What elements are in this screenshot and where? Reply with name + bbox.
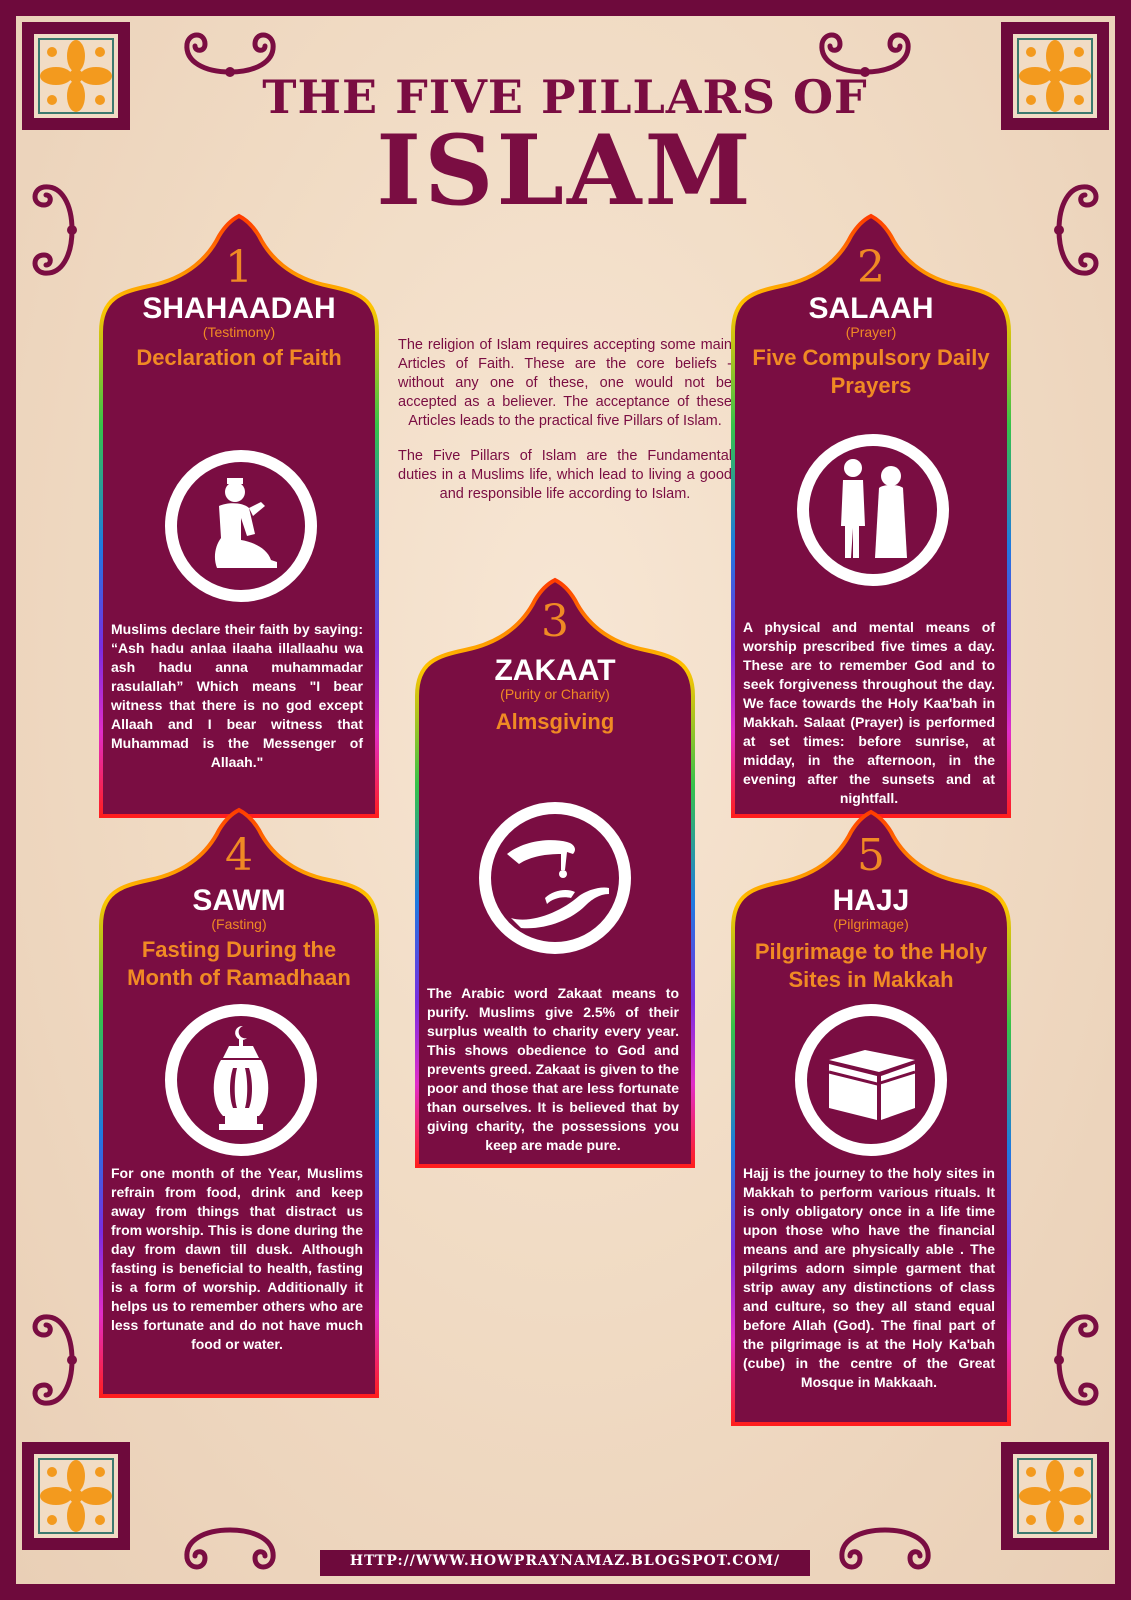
pillar-description: Pilgrimage to the Holy Sites in Makkah: [754, 939, 988, 992]
lantern-icon: [165, 1004, 317, 1156]
intro-paragraph-2: The Five Pillars of Islam are the Fundamental duties in a Muslims life, which lead to living a good and responsible life according to Islam.: [398, 448, 732, 502]
pillar-body-text: Hajj is the journey to the holy sites in Makkah to perform various rituals. It is only obligatory once in a life time upon those who have the financial means and are physically able . The pilgrims adorn simple garment that strip away any distinctions of class and culture, so they all stand equal before Allah (God). The final part of the pilgrimage is at the Holy Ka'bah (cube) in the centre of the Great Mosque in Makkaah.: [743, 1165, 995, 1390]
pillar-card-salaah: [729, 212, 1013, 820]
pillar-description: Almsgiving: [495, 709, 615, 734]
scroll-ornament-icon: [22, 160, 82, 300]
pillar-subtitle: (Prayer): [845, 324, 897, 340]
pillar-body-text: The Arabic word Zakaat means to purify. Muslims give 2.5% of their surplus wealth to charity every year. This shows obedience to God and prevents greed. Zakaat is given to the poor and those that are less fortunate than ourselves. It is believed that by giving charity, the possessions you keep are made pure.: [427, 985, 679, 1153]
scroll-ornament-icon: [820, 1520, 950, 1580]
praying-man-icon: [165, 450, 317, 602]
scroll-ornament-icon: [165, 1520, 295, 1580]
pillar-name: HAJJ: [832, 884, 910, 917]
giving-hands-icon: [479, 802, 631, 954]
page-title-line1: THE FIVE PILLARS OF: [262, 70, 868, 124]
pillar-number: 2: [857, 242, 885, 293]
pillar-name: ZAKAAT: [494, 654, 616, 687]
pillar-card-shahaadah: [97, 212, 381, 820]
intro-paragraph-1: The religion of Islam requires accepting some main Articles of Faith. These are the core beliefs - without any one of these, one would not be accepted as a believer. The acceptance of these Articles leads to the practical five Pillars of Islam.: [398, 337, 732, 429]
pillar-card-hajj: [729, 808, 1013, 1428]
pillar-subtitle: (Fasting): [211, 916, 267, 932]
pillar-body-text: For one month of the Year, Muslims refrain from food, drink and keep away from things that distract us from worship. This is done during the day from dawn till dusk. Although fasting is beneficial to health, fasting is a form of worship. Additionally it helps us to remember others who are less fortunate and do not have much food or water.: [111, 1165, 363, 1352]
pillar-number: 1: [225, 242, 253, 293]
pillar-card-sawm: [97, 806, 381, 1400]
pillar-number: 3: [541, 596, 569, 647]
scroll-ornament-icon: [22, 1290, 82, 1430]
pillar-body-text: A physical and mental means of worship prescribed five times a day. These are to remember God and to seek forgiveness throughout the day. We face towards the Holy Kaa'bah in Makkah. Salaat (Prayer) is performed at set times: before sunrise, at midday, in the afternoon, in the evening after the sunsets and at nightfall.: [743, 619, 995, 806]
pillar-body-text: Muslims declare their faith by saying: “Ash hadu anlaa ilaaha illallaahu wa ash hadu anna muhammadar rasulallah” Which means "I bear witness that there is no god except Allaah and I bear witness that Muhammad is the Messenger of Allaah.": [111, 621, 363, 770]
pillar-subtitle: (Testimony): [202, 324, 276, 340]
pillar-number: 5: [857, 830, 885, 881]
footer-url: HTTP://WWW.HOWPRAYNAMAZ.BLOGSPOT.COM/: [349, 1553, 781, 1569]
scroll-ornament-icon: [1049, 160, 1109, 300]
flower-icon: [1007, 1448, 1103, 1544]
flower-icon: [1007, 28, 1103, 124]
scroll-ornament-icon: [1049, 1290, 1109, 1430]
pillar-number: 4: [225, 830, 253, 881]
pillar-description: Fasting During the Month of Ramadhaan: [127, 937, 351, 990]
pillar-subtitle: (Pilgrimage): [833, 916, 909, 932]
corner-ornament-top-left: [22, 22, 130, 130]
page-title-line2: ISLAM: [376, 114, 754, 227]
man-and-woman-icon: [797, 434, 949, 586]
pillar-card-zakaat: [413, 576, 697, 1170]
pillar-name: SALAAH: [808, 292, 934, 325]
intro-text: [398, 336, 732, 520]
flower-icon: [28, 1448, 124, 1544]
kaaba-icon: [795, 1004, 947, 1156]
flower-icon: [28, 28, 124, 124]
pillar-subtitle: (Purity or Charity): [500, 686, 610, 702]
corner-ornament-bottom-left: [22, 1442, 130, 1550]
pillar-name: SAWM: [192, 884, 286, 917]
pillar-description: Declaration of Faith: [136, 345, 342, 370]
corner-ornament-bottom-right: [1001, 1442, 1109, 1550]
corner-ornament-top-right: [1001, 22, 1109, 130]
pillar-name: SHAHAADAH: [142, 292, 336, 325]
pillar-description: Five Compulsory Daily Prayers: [752, 345, 990, 398]
